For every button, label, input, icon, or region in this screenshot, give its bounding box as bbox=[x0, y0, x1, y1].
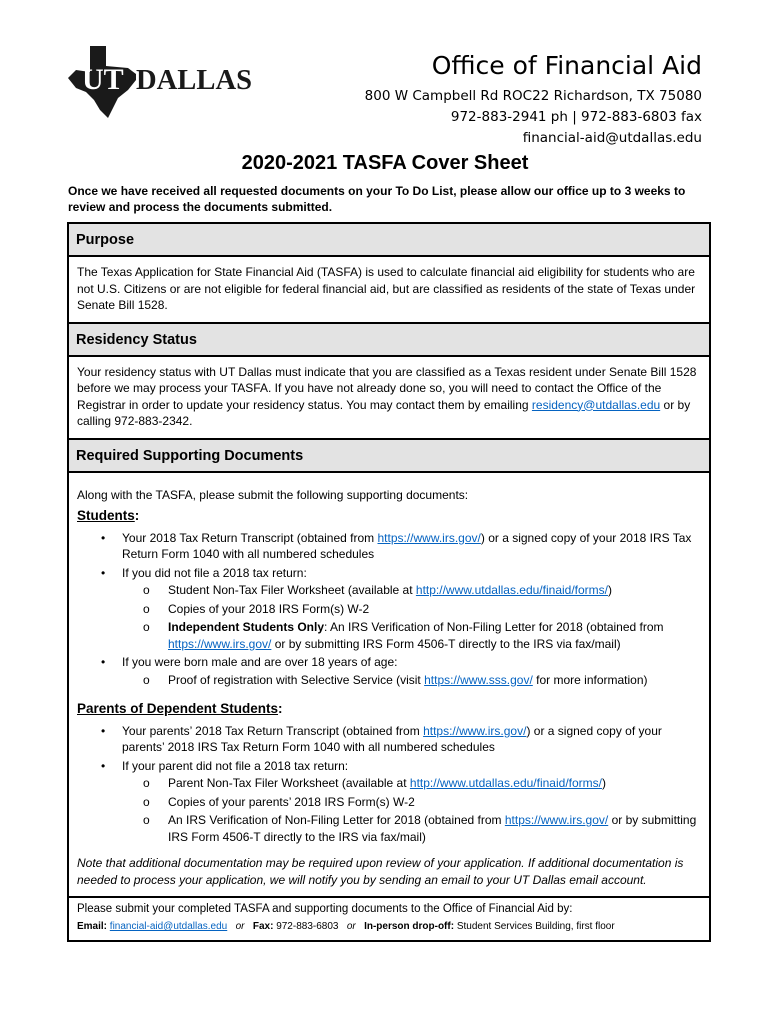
document-title: 2020-2021 TASFA Cover Sheet bbox=[241, 152, 529, 174]
required-docs-body: Along with the TASFA, please submit the following supporting documents: Students: • Your 2018 Tax Return Transcript (obtained from https://www.irs.gov/) or a signed copy of your 2018 IRS Tax Return Form 1040 with all numbered schedules • If you did not file a 2018 tax return: o Student Non-Tax Filer Worksheet (available at http://www.utdallas.edu/finaid/forms/) o Copies of your 2018 IRS Form(s) W-2 o Independent Students Only: An IRS Verification of Non-Filing Letter for 2018 (obtained from https://www.irs.gov/ or by submitting IRS Form 4506-T directly to the IRS via fax/mail) • If you were born male and are over 18 years of age: o Proof of registration with Selective Service (visit https://www.sss.gov/ for more information) Parents of Dependent Students: • Your parents’ 2018 Tax Return Transcript (obtained from https://www.irs.gov/) or a signed copy of your parents’ 2018 IRS Tax Return Form 1040 with all numbered schedules • If your parent did not file a 2018 tax return: o Parent Non-Tax Filer Worksheet (available at http://www.utdallas.edu/finaid/forms/) o Copies of your parents’ 2018 IRS Form(s) W-2 o An IRS Verification of Non-Filing Letter for 2018 (obtained from https://www.irs.gov/ or by submitting IRS Form 4506-T directly to the IRS via fax/mail) Note that additional documentation may be required upon review of your application. If additional documentation is needed to process your application, we will notify you by sending an email to your UT Dallas email account. bbox=[69, 473, 709, 899]
logo-ut-text: UT bbox=[82, 63, 124, 96]
sss-link[interactable]: https://www.sss.gov/ bbox=[424, 672, 533, 687]
texas-logo-icon bbox=[66, 44, 256, 120]
list-item: o Copies of your parents’ 2018 IRS Form(s) W-2 bbox=[143, 794, 415, 809]
purpose-header: Purpose bbox=[69, 224, 709, 257]
submit-email-link[interactable]: financial-aid@utdallas.edu bbox=[109, 921, 228, 932]
intro-text: Once we have received all requested documents on your To Do List, please allow our office up to 3 weeks to review and process the documents submitted. bbox=[68, 184, 686, 214]
required-docs-header: Required Supporting Documents bbox=[69, 440, 709, 473]
irs-link[interactable]: https://www.irs.gov/ bbox=[423, 723, 527, 738]
forms-link[interactable]: http://www.utdallas.edu/finaid/forms/ bbox=[409, 776, 602, 790]
list-item: o An IRS Verification of Non-Filing Letter for 2018 (obtained from https://www.irs.gov/ or by submitting IRS Form 4506-T directly to the IRS via fax/mail) bbox=[143, 813, 697, 844]
submit-instructions bbox=[69, 898, 709, 940]
list-item: o Student Non-Tax Filer Worksheet (available at http://www.utdallas.edu/finaid/forms/) bbox=[143, 583, 612, 597]
office-title: Office of Financial Aid bbox=[431, 51, 702, 80]
required-intro: Along with the TASFA, please submit the following supporting documents: bbox=[77, 487, 469, 502]
submit-methods: Email: financial-aid@utdallas.edu or Fax: 972-883-6803 or In-person drop-off: Student Services Building, first floor bbox=[77, 921, 615, 932]
ut-dallas-logo bbox=[66, 44, 256, 120]
purpose-body: The Texas Application for State Financial Aid (TASFA) is used to calculate financial aid eligibility for students who are not U.S. Citizens or are not eligible for federal financial aid, but are classified as residents of the state of Texas under Senate Bill 1528. bbox=[69, 257, 709, 324]
irs-link[interactable]: https://www.irs.gov/ bbox=[377, 530, 481, 545]
logo-dallas-text: DALLAS bbox=[136, 65, 252, 96]
list-item: o Proof of registration with Selective Service (visit https://www.sss.gov/ for more information) bbox=[143, 672, 648, 687]
list-item: • Your parents’ 2018 Tax Return Transcript (obtained from https://www.irs.gov/) or a signed copy of your parents’ 2018 IRS Tax Return Form 1040 with all numbered schedules bbox=[101, 723, 662, 754]
residency-header: Residency Status bbox=[69, 324, 709, 357]
list-item: • If you did not file a 2018 tax return: o Student Non-Tax Filer Worksheet (available at http://www.utdallas.edu/finaid/forms/) o Copies of your 2018 IRS Form(s) W-2 o Independent Students Only: An IRS Verification of Non-Filing Letter for 2018 (obtained from https://www.irs.gov/ or by submitting IRS Form 4506-T directly to the IRS via fax/mail) bbox=[77, 565, 701, 653]
office-phones: 972-883-2941 ph | 972-883-6803 fax bbox=[450, 109, 702, 125]
additional-docs-note: Note that additional documentation may be required upon review of your application. If additional documentation is needed to process your application, we will notify you by sending an email to your UT Dallas email account. bbox=[77, 856, 684, 887]
parents-list bbox=[77, 723, 701, 846]
office-email-link[interactable]: financial-aid@utdallas.edu bbox=[522, 130, 702, 146]
residency-email-link[interactable]: residency@utdallas.edu bbox=[531, 397, 661, 412]
cover-sheet-table bbox=[67, 222, 711, 942]
residency-body: Your residency status with UT Dallas must indicate that you are classified as a Texas resident under Senate Bill 1528 before we may process your TASFA. If you have not already done so, you will need to contact the Office of the Registrar in order to update your residency status. You may contact them by emailing residency@utdallas.edu or by calling 972-883-2342. bbox=[69, 357, 709, 440]
office-address: 800 W Campbell Rd ROC22 Richardson, TX 75080 bbox=[364, 88, 702, 104]
parents-label: Parents of Dependent Students bbox=[77, 701, 279, 716]
forms-link[interactable]: http://www.utdallas.edu/finaid/forms/ bbox=[415, 583, 608, 597]
irs-link[interactable]: https://www.irs.gov/ bbox=[168, 636, 272, 651]
students-list bbox=[77, 530, 701, 689]
list-item: • If you were born male and are over 18 years of age: o Proof of registration with Selective Service (visit https://www.sss.gov/ for more information) bbox=[77, 654, 701, 688]
irs-link[interactable]: https://www.irs.gov/ bbox=[504, 813, 609, 827]
submit-line: Please submit your completed TASFA and supporting documents to the Office of Financial Aid by: bbox=[77, 903, 573, 915]
office-contact-block bbox=[365, 50, 702, 149]
students-label: Students bbox=[77, 508, 135, 523]
list-item: • Your 2018 Tax Return Transcript (obtained from https://www.irs.gov/) or a signed copy of your 2018 IRS Tax Return Form 1040 with all numbered schedules bbox=[101, 530, 692, 561]
list-item: • If your parent did not file a 2018 tax return: o Parent Non-Tax Filer Worksheet (available at http://www.utdallas.edu/finaid/forms/) o Copies of your parents’ 2018 IRS Form(s) W-2 o An IRS Verification of Non-Filing Letter for 2018 (obtained from https://www.irs.gov/ or by submitting IRS Form 4506-T directly to the IRS via fax/mail) bbox=[77, 758, 701, 846]
list-item: o Copies of your 2018 IRS Form(s) W-2 bbox=[143, 601, 370, 616]
list-item: o Independent Students Only: An IRS Verification of Non-Filing Letter for 2018 (obtained from https://www.irs.gov/ or by submitting IRS Form 4506-T directly to the IRS via fax/mail) bbox=[143, 620, 664, 651]
list-item: o Parent Non-Tax Filer Worksheet (available at http://www.utdallas.edu/finaid/forms/) bbox=[143, 776, 606, 790]
